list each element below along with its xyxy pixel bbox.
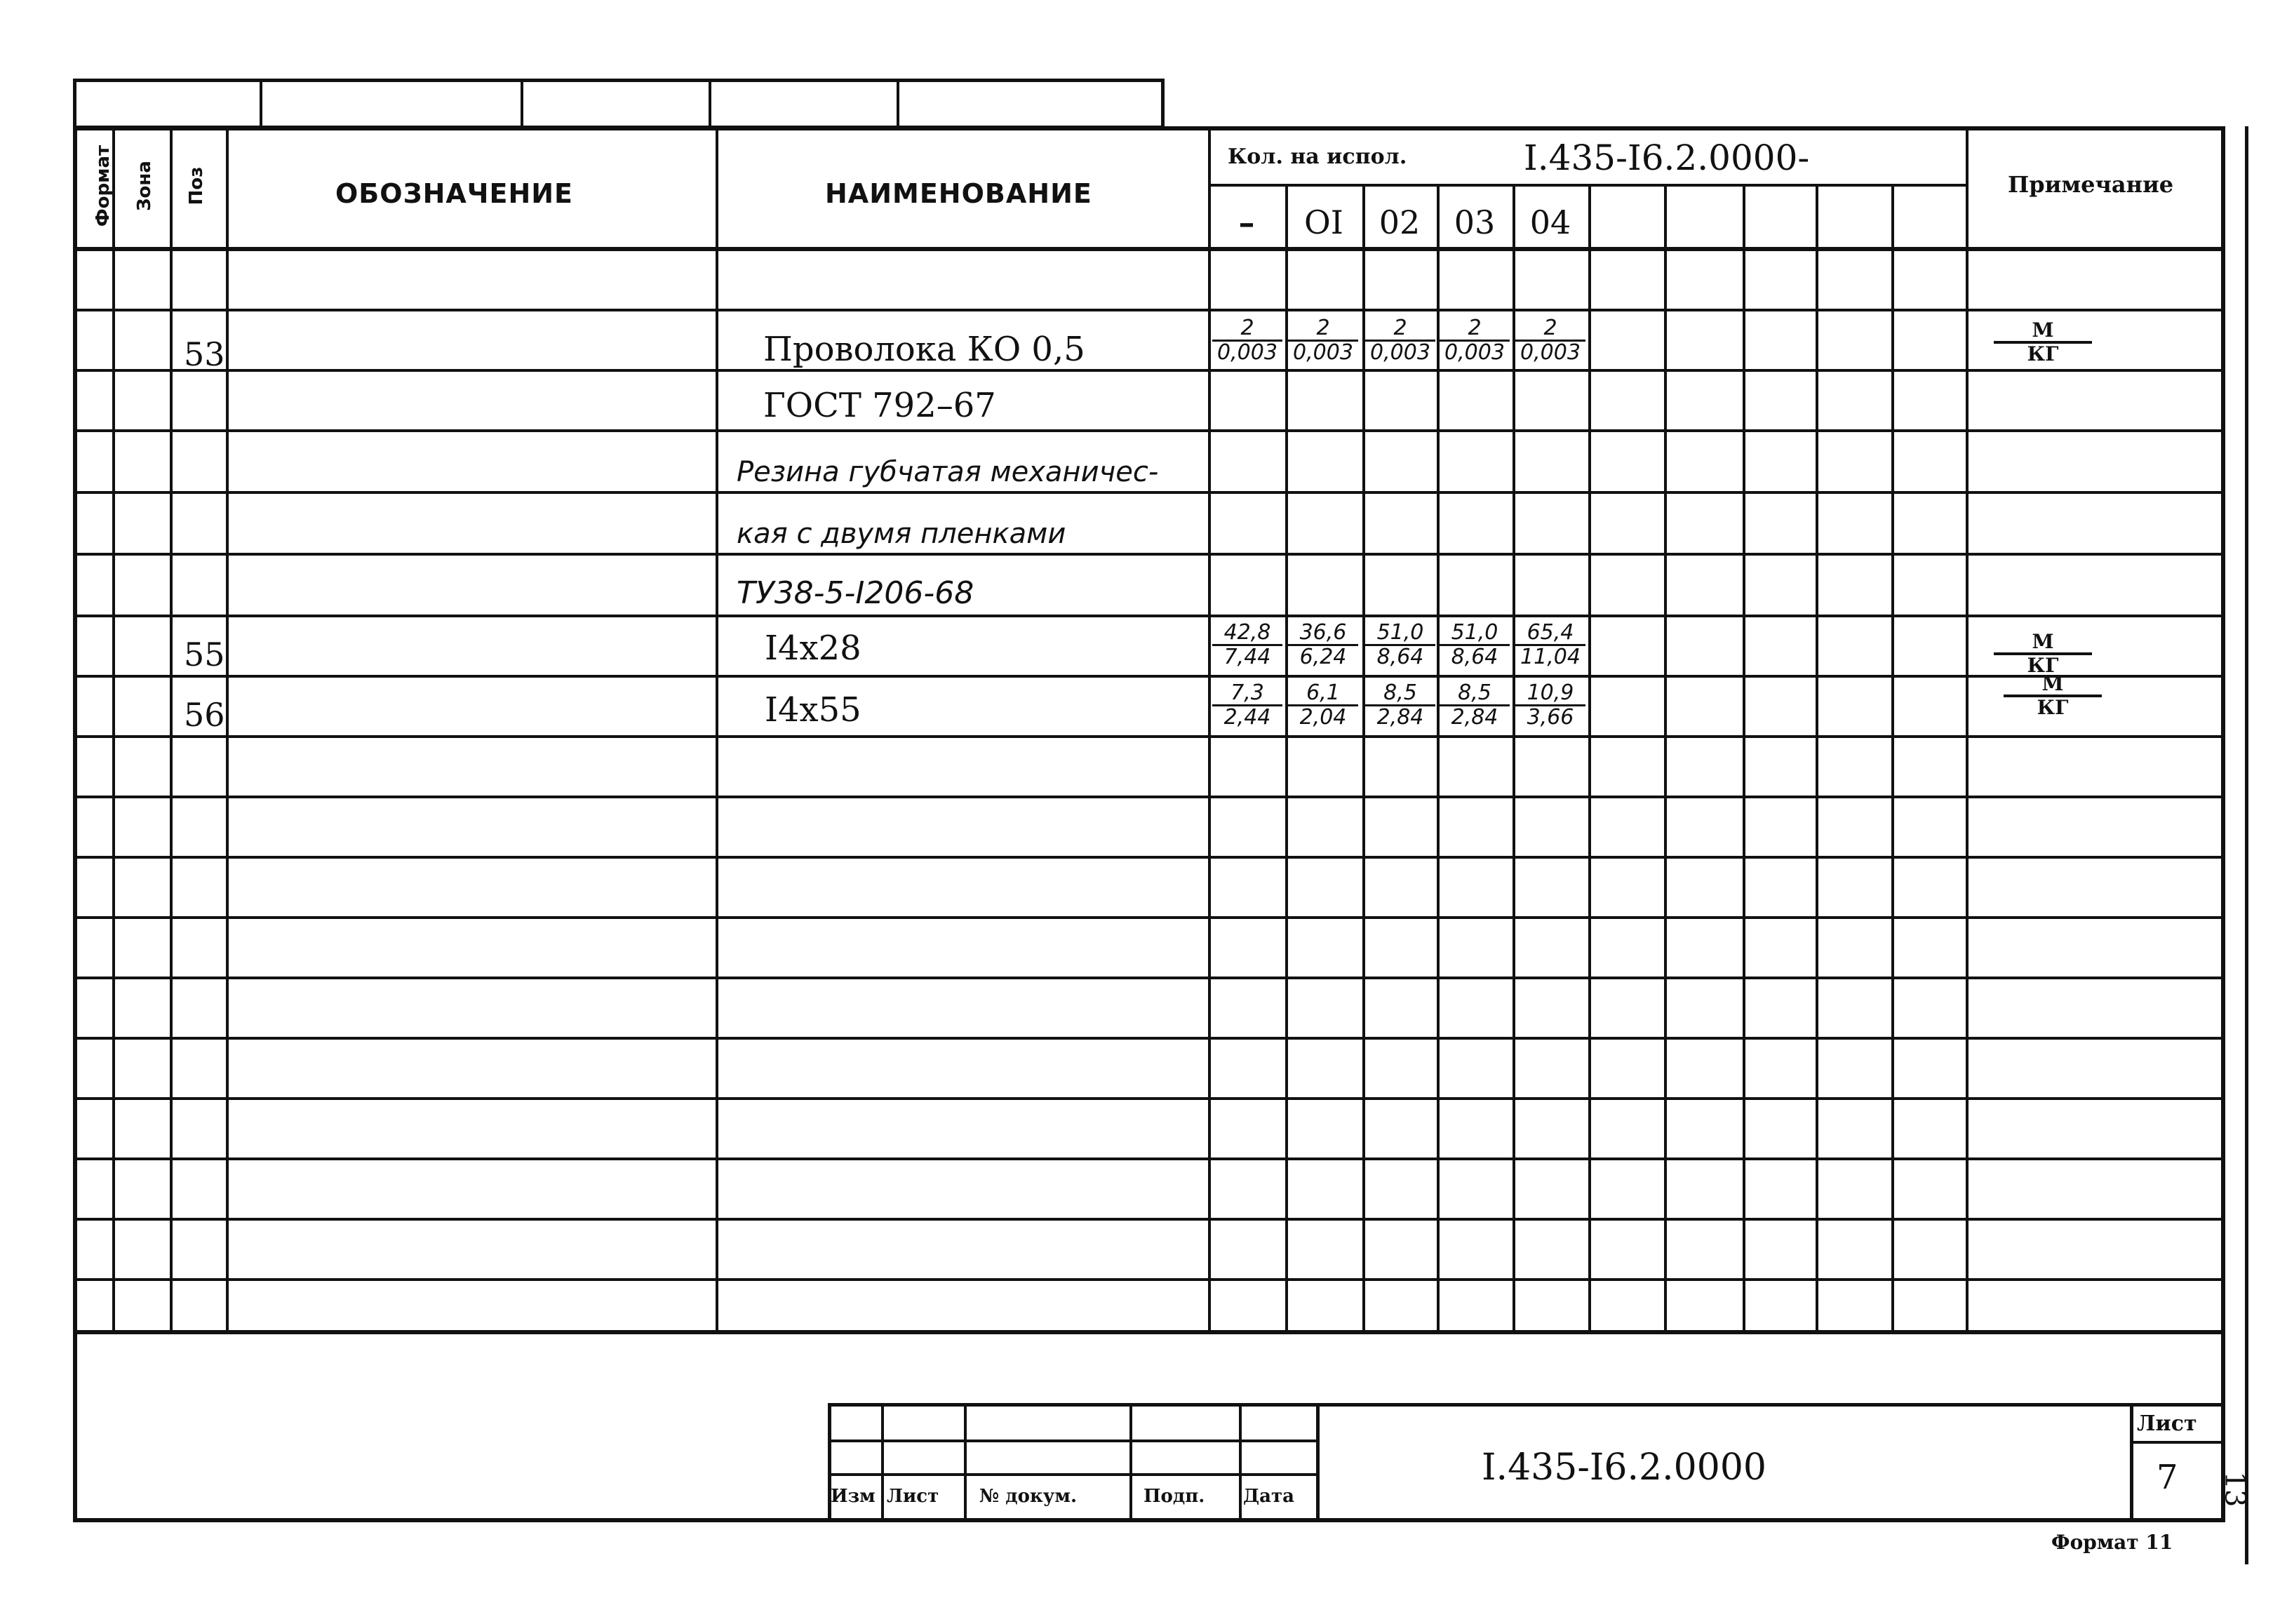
tb-col bbox=[881, 1403, 884, 1522]
tb-line bbox=[2130, 1441, 2225, 1444]
stub-divider bbox=[521, 79, 523, 129]
col-line-q6 bbox=[1664, 184, 1667, 1333]
tb-sheet-label: Лист bbox=[2137, 1411, 2197, 1436]
variant-header: – bbox=[1238, 203, 1255, 241]
header-doc-code: I.435-I6.2.0000- bbox=[1524, 137, 1810, 178]
qty-cell: $\frac{2}{0,003}$ bbox=[1288, 317, 1358, 364]
qty-cell: $\frac{2}{0,003}$ bbox=[1515, 317, 1585, 364]
col-line-format bbox=[112, 126, 115, 1333]
row-line bbox=[73, 1157, 2225, 1160]
row-pos: 55 bbox=[184, 636, 225, 673]
header-note: Примечание bbox=[2008, 171, 2174, 198]
row-name: Проволока КО 0,5 bbox=[763, 330, 1085, 369]
tb-label-sign: Подп. bbox=[1144, 1486, 1205, 1507]
row-pos: 56 bbox=[184, 696, 225, 734]
variant-header: 04 bbox=[1529, 203, 1571, 241]
top-stub bbox=[73, 79, 1165, 129]
format-label: Формат 11 bbox=[2051, 1531, 2173, 1554]
row-line bbox=[73, 369, 2225, 372]
table-bottom-line bbox=[73, 1330, 2225, 1334]
header-name: НАИМЕНОВАНИЕ bbox=[825, 178, 1092, 209]
col-line-zone bbox=[170, 126, 173, 1333]
col-line-q5 bbox=[1588, 184, 1591, 1333]
row-line bbox=[73, 735, 2225, 738]
stub-divider bbox=[260, 79, 262, 129]
col-line-designation bbox=[716, 126, 718, 1333]
right-border-line bbox=[2245, 126, 2248, 1564]
col-line-q8 bbox=[1816, 184, 1818, 1333]
row-line bbox=[73, 916, 2225, 919]
variant-header: 02 bbox=[1379, 203, 1421, 241]
col-line-name bbox=[1208, 126, 1211, 1333]
qty-cell: $\frac{7,3}{2,44}$ bbox=[1212, 682, 1282, 729]
col-line-q9 bbox=[1891, 184, 1894, 1333]
qty-cell: $\frac{6,1}{2,04}$ bbox=[1288, 682, 1358, 729]
row-line bbox=[73, 1097, 2225, 1100]
tb-col bbox=[1316, 1403, 1320, 1522]
header-format: Формат bbox=[93, 145, 114, 227]
header-zone: Зона bbox=[134, 161, 155, 211]
unit-cell: М КГ bbox=[1994, 631, 2092, 676]
tb-col bbox=[1239, 1403, 1242, 1522]
variant-header: OI bbox=[1304, 203, 1343, 241]
qty-cell: $\frac{36,6}{6,24}$ bbox=[1288, 622, 1358, 669]
qty-cell: $\frac{42,8}{7,44}$ bbox=[1212, 622, 1282, 669]
qty-cell: $\frac{8,5}{2,84}$ bbox=[1440, 682, 1510, 729]
stub-divider bbox=[897, 79, 899, 129]
row-line bbox=[73, 615, 2225, 617]
qty-cell: $\frac{10,9}{3,66}$ bbox=[1515, 682, 1585, 729]
variant-header: 03 bbox=[1454, 203, 1496, 241]
row-name: ТУ38-5-I206-68 bbox=[737, 575, 974, 611]
tb-label-sheet: Лист bbox=[887, 1486, 939, 1507]
row-line bbox=[73, 1278, 2225, 1281]
row-line bbox=[73, 977, 2225, 979]
qty-cell: $\frac{8,5}{2,84}$ bbox=[1365, 682, 1435, 729]
tb-line bbox=[828, 1473, 1319, 1476]
tb-col bbox=[964, 1403, 967, 1522]
tb-label-change: Изм bbox=[831, 1486, 876, 1507]
qty-cell: $\frac{2}{0,003}$ bbox=[1365, 317, 1435, 364]
qty-cell: $\frac{2}{0,003}$ bbox=[1212, 317, 1282, 364]
tb-col bbox=[1129, 1403, 1132, 1522]
header-designation: ОБОЗНАЧЕНИЕ bbox=[335, 178, 574, 209]
tb-label-docnum: № докум. bbox=[979, 1486, 1078, 1507]
row-name: Резина губчатая механичес- bbox=[737, 456, 1159, 488]
row-line bbox=[73, 856, 2225, 859]
unit-cell: М КГ bbox=[2004, 673, 2102, 718]
row-name: кая с двумя пленками bbox=[737, 518, 1066, 550]
header-bottom-line bbox=[73, 247, 2225, 251]
row-line bbox=[73, 1218, 2225, 1221]
row-name: I4x55 bbox=[765, 690, 861, 730]
row-name: ГОСТ 792–67 bbox=[763, 386, 996, 425]
spec-table-frame bbox=[73, 126, 2225, 1522]
row-line bbox=[73, 675, 2225, 678]
tb-label-date: Дата bbox=[1243, 1486, 1294, 1507]
qty-cell: $\frac{51,0}{8,64}$ bbox=[1365, 622, 1435, 669]
row-line bbox=[73, 796, 2225, 798]
tb-sheet-number: 7 bbox=[2157, 1458, 2178, 1497]
unit-cell: М КГ bbox=[1994, 320, 2092, 365]
tb-line bbox=[828, 1440, 1319, 1442]
qty-cell: $\frac{2}{0,003}$ bbox=[1440, 317, 1510, 364]
row-line bbox=[73, 1037, 2225, 1040]
tb-col bbox=[2130, 1403, 2133, 1522]
stub-divider bbox=[709, 79, 711, 129]
header-qty-label: Кол. на испол. bbox=[1228, 145, 1407, 169]
header-pos: Поз bbox=[186, 166, 207, 206]
row-name: I4x28 bbox=[765, 629, 861, 668]
qty-cell: $\frac{65,4}{11,04}$ bbox=[1515, 622, 1585, 669]
row-pos: 53 bbox=[184, 335, 225, 373]
row-line bbox=[73, 309, 2225, 311]
row-line bbox=[73, 429, 2225, 432]
qty-cell: $\frac{51,0}{8,64}$ bbox=[1440, 622, 1510, 669]
tb-doc-number: I.435-I6.2.0000 bbox=[1482, 1447, 1766, 1489]
side-page-number: 13 bbox=[2218, 1471, 2251, 1508]
row-line bbox=[73, 491, 2225, 494]
qty-header-line bbox=[1208, 184, 1966, 187]
row-line bbox=[73, 553, 2225, 556]
col-line-note bbox=[1966, 126, 1969, 1333]
col-line-pos bbox=[226, 126, 229, 1333]
col-line-q7 bbox=[1743, 184, 1745, 1333]
